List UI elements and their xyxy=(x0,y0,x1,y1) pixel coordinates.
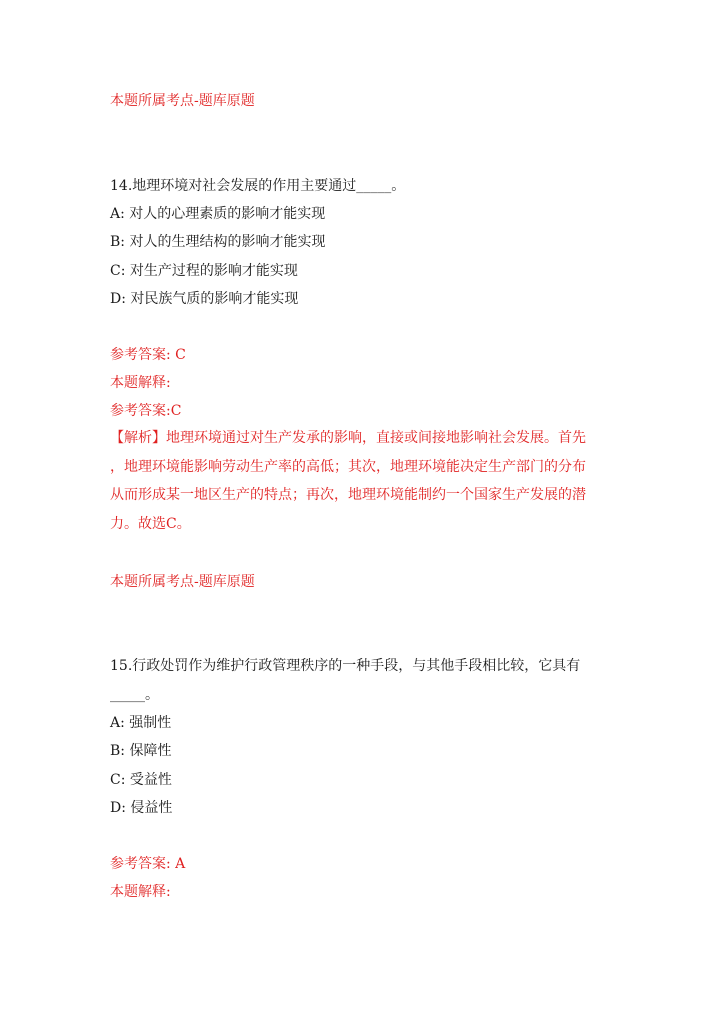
question-15-option-b: B: 保障性 xyxy=(110,743,172,759)
question-14-option-c: C: 对生产过程的影响才能实现 xyxy=(110,263,298,279)
analysis-line: 【解析】地理环境通过对生产发承的影响，直接或间接地影响社会发展。首先 xyxy=(110,430,586,446)
question-14-option-a: A: 对人的心理素质的影响才能实现 xyxy=(110,206,326,222)
question-15-explain-label: 本题解释: xyxy=(110,884,171,900)
question-15-option-c: C: 受益性 xyxy=(110,772,172,788)
question-14-answer-repeat: 参考答案:C xyxy=(110,403,182,419)
source-label-prev: 本题所属考点-题库原题 xyxy=(110,93,255,109)
analysis-line: 从而形成某一地区生产的特点；再次，地理环境能制约一个国家生产发展的潜 xyxy=(110,487,586,503)
question-15-answer: 参考答案: A xyxy=(110,856,186,872)
question-15-stem-line1: 15.行政处罚作为维护行政管理秩序的一种手段，与其他手段相比较，它具有 xyxy=(110,658,581,674)
question-15-stem-line2: _____。 xyxy=(110,687,159,703)
analysis-line: ，地理环境能影响劳动生产率的高低；其次，地理环境能决定生产部门的分布 xyxy=(110,458,586,475)
question-15-option-d: D: 侵益性 xyxy=(110,800,173,816)
question-14-source-label: 本题所属考点-题库原题 xyxy=(110,574,255,590)
question-14-option-d: D: 对民族气质的影响才能实现 xyxy=(110,291,299,307)
question-14-answer: 参考答案: C xyxy=(110,347,186,363)
question-14-stem: 14.地理环境对社会发展的作用主要通过_____。 xyxy=(110,178,406,194)
question-15-option-a: A: 强制性 xyxy=(110,715,172,731)
question-14-option-b: B: 对人的生理结构的影响才能实现 xyxy=(110,234,326,250)
analysis-line: 力。故选C。 xyxy=(110,515,191,532)
question-14-explain-label: 本题解释: xyxy=(110,375,171,391)
question-14-analysis xyxy=(110,424,610,538)
